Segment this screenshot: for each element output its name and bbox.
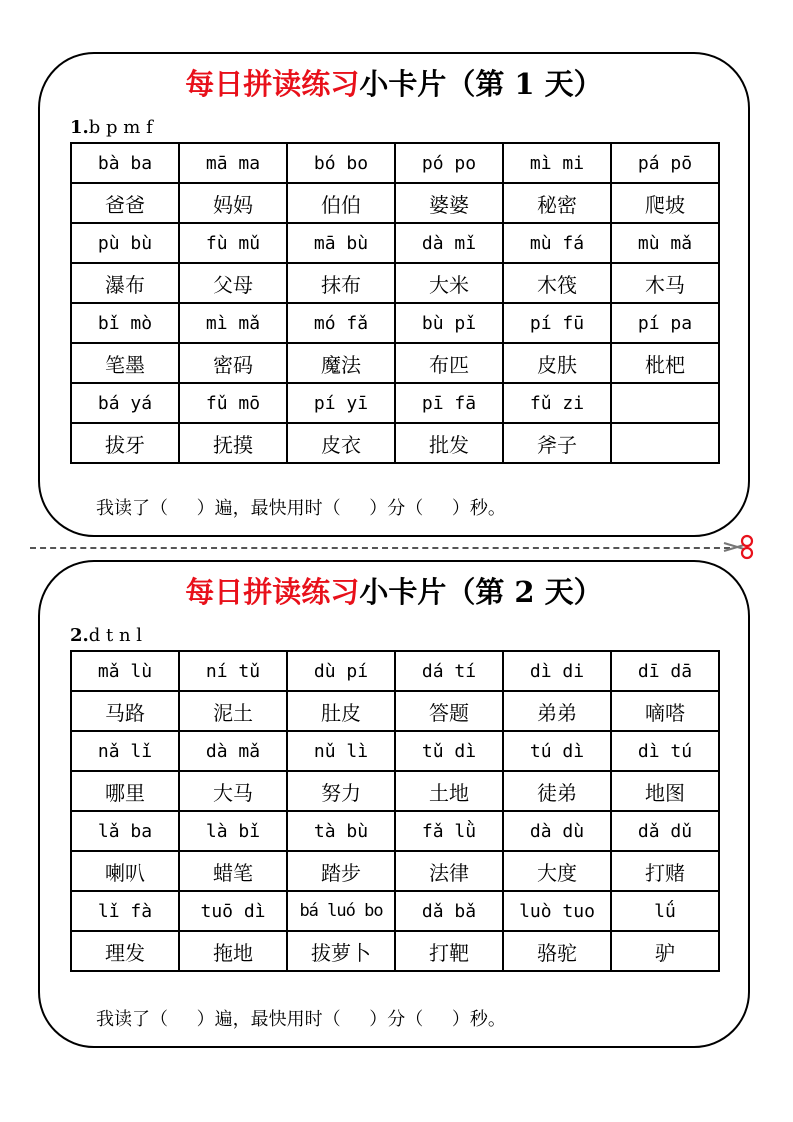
pinyin-cell: dù pí <box>287 651 395 691</box>
pinyin-cell: dì tú <box>611 731 719 771</box>
pinyin-row <box>71 143 719 183</box>
pinyin-cell: fù mǔ <box>179 223 287 263</box>
hanzi-cell: 皮衣 <box>287 423 395 463</box>
hanzi-cell: 布匹 <box>395 343 503 383</box>
pinyin-cell: lǎ ba <box>71 811 179 851</box>
hanzi-cell: 答题 <box>395 691 503 731</box>
pinyin-cell: pó po <box>395 143 503 183</box>
hanzi-cell: 抚摸 <box>179 423 287 463</box>
hanzi-cell: 打靶 <box>395 931 503 971</box>
hanzi-cell: 驴 <box>611 931 719 971</box>
pinyin-cell: mǎ lù <box>71 651 179 691</box>
pinyin-cell: mù fá <box>503 223 611 263</box>
hanzi-cell: 枇杷 <box>611 343 719 383</box>
hanzi-cell: 法律 <box>395 851 503 891</box>
hanzi-cell: 泥土 <box>179 691 287 731</box>
hanzi-cell: 大米 <box>395 263 503 303</box>
practice-card-day-1 <box>38 52 750 537</box>
card-title <box>40 572 748 612</box>
hanzi-cell: 斧子 <box>503 423 611 463</box>
hanzi-cell: 爸爸 <box>71 183 179 223</box>
pinyin-cell: mā ma <box>179 143 287 183</box>
hanzi-cell: 拔牙 <box>71 423 179 463</box>
hanzi-cell: 肚皮 <box>287 691 395 731</box>
section-heading <box>70 117 153 139</box>
pinyin-row <box>71 891 719 931</box>
word-grid <box>70 142 720 464</box>
pinyin-cell: bá luó bo <box>287 891 395 931</box>
hanzi-row <box>71 931 719 971</box>
hanzi-row <box>71 851 719 891</box>
hanzi-row <box>71 691 719 731</box>
pinyin-cell: mù mǎ <box>611 223 719 263</box>
pinyin-cell: mā bù <box>287 223 395 263</box>
hanzi-row <box>71 771 719 811</box>
reading-record-line: 我读了（ ）遍，最快用时（ ）分（ ）秒。 <box>96 498 506 519</box>
pinyin-cell: pí fū <box>503 303 611 343</box>
hanzi-cell: 喇叭 <box>71 851 179 891</box>
pinyin-cell: pí yī <box>287 383 395 423</box>
pinyin-cell: pí pa <box>611 303 719 343</box>
pinyin-cell: mó fǎ <box>287 303 395 343</box>
pinyin-cell: tuō dì <box>179 891 287 931</box>
practice-card-day-2 <box>38 560 750 1048</box>
pinyin-cell: là bǐ <box>179 811 287 851</box>
pinyin-cell: lǘ <box>611 891 719 931</box>
hanzi-cell: 哪里 <box>71 771 179 811</box>
section-letters: d t n l <box>88 625 143 646</box>
pinyin-row <box>71 303 719 343</box>
hanzi-cell: 笔墨 <box>71 343 179 383</box>
card-title-red: 每日拼读练习 <box>185 67 360 101</box>
hanzi-cell: 弟弟 <box>503 691 611 731</box>
pinyin-cell: bǐ mò <box>71 303 179 343</box>
hanzi-cell: 大马 <box>179 771 287 811</box>
card-title <box>40 64 748 104</box>
pinyin-cell: fǔ zi <box>503 383 611 423</box>
pinyin-row <box>71 383 719 423</box>
hanzi-cell: 父母 <box>179 263 287 303</box>
pinyin-row <box>71 223 719 263</box>
hanzi-cell: 徒弟 <box>503 771 611 811</box>
hanzi-cell: 理发 <box>71 931 179 971</box>
pinyin-cell: dī dā <box>611 651 719 691</box>
pinyin-cell: bù pǐ <box>395 303 503 343</box>
pinyin-cell: luò tuo <box>503 891 611 931</box>
pinyin-cell: tú dì <box>503 731 611 771</box>
pinyin-cell: fǔ mō <box>179 383 287 423</box>
pinyin-cell: dà dù <box>503 811 611 851</box>
cut-line <box>30 547 730 549</box>
pinyin-cell: ní tǔ <box>179 651 287 691</box>
hanzi-cell: 木筏 <box>503 263 611 303</box>
hanzi-row <box>71 183 719 223</box>
reading-record-line: 我读了（ ）遍，最快用时（ ）分（ ）秒。 <box>96 1009 506 1030</box>
hanzi-cell <box>611 423 719 463</box>
section-heading <box>70 625 142 647</box>
pinyin-cell: pī fā <box>395 383 503 423</box>
hanzi-cell: 抹布 <box>287 263 395 303</box>
hanzi-cell: 骆驼 <box>503 931 611 971</box>
hanzi-cell: 打赌 <box>611 851 719 891</box>
hanzi-cell: 魔法 <box>287 343 395 383</box>
hanzi-cell: 地图 <box>611 771 719 811</box>
pinyin-cell: dá tí <box>395 651 503 691</box>
hanzi-cell: 踏步 <box>287 851 395 891</box>
pinyin-cell: dǎ bǎ <box>395 891 503 931</box>
hanzi-cell: 秘密 <box>503 183 611 223</box>
hanzi-cell: 马路 <box>71 691 179 731</box>
hanzi-cell: 木马 <box>611 263 719 303</box>
hanzi-cell: 批发 <box>395 423 503 463</box>
card-title-red: 每日拼读练习 <box>185 575 360 609</box>
pinyin-cell: bá yá <box>71 383 179 423</box>
pinyin-cell: nǎ lǐ <box>71 731 179 771</box>
hanzi-cell: 大度 <box>503 851 611 891</box>
pinyin-cell: mì mi <box>503 143 611 183</box>
pinyin-cell: dà mǐ <box>395 223 503 263</box>
hanzi-cell: 婆婆 <box>395 183 503 223</box>
pinyin-cell: bà ba <box>71 143 179 183</box>
pinyin-cell: bó bo <box>287 143 395 183</box>
hanzi-row <box>71 343 719 383</box>
scissors-icon <box>722 533 756 561</box>
pinyin-cell: dì di <box>503 651 611 691</box>
pinyin-cell: tǔ dì <box>395 731 503 771</box>
pinyin-cell: mì mǎ <box>179 303 287 343</box>
hanzi-cell: 拖地 <box>179 931 287 971</box>
hanzi-cell: 皮肤 <box>503 343 611 383</box>
card-title-black: 小卡片（第 1 天） <box>359 67 603 101</box>
pinyin-cell: tà bù <box>287 811 395 851</box>
pinyin-cell: dà mǎ <box>179 731 287 771</box>
card-title-black: 小卡片（第 2 天） <box>359 575 603 609</box>
pinyin-row <box>71 731 719 771</box>
pinyin-cell <box>611 383 719 423</box>
pinyin-cell: pù bù <box>71 223 179 263</box>
section-number: 2. <box>70 625 89 646</box>
hanzi-cell: 土地 <box>395 771 503 811</box>
section-letters: b p m f <box>88 117 153 138</box>
section-number: 1. <box>70 117 89 138</box>
hanzi-cell: 伯伯 <box>287 183 395 223</box>
pinyin-row <box>71 651 719 691</box>
hanzi-cell: 瀑布 <box>71 263 179 303</box>
hanzi-row <box>71 263 719 303</box>
hanzi-row <box>71 423 719 463</box>
pinyin-cell: pá pō <box>611 143 719 183</box>
hanzi-cell: 妈妈 <box>179 183 287 223</box>
word-grid <box>70 650 720 972</box>
hanzi-cell: 蜡笔 <box>179 851 287 891</box>
pinyin-cell: dǎ dǔ <box>611 811 719 851</box>
hanzi-cell: 嘀嗒 <box>611 691 719 731</box>
hanzi-cell: 密码 <box>179 343 287 383</box>
hanzi-cell: 爬坡 <box>611 183 719 223</box>
hanzi-cell: 拔萝卜 <box>287 931 395 971</box>
pinyin-cell: nǔ lì <box>287 731 395 771</box>
hanzi-cell: 努力 <box>287 771 395 811</box>
pinyin-row <box>71 811 719 851</box>
pinyin-cell: fǎ lǜ <box>395 811 503 851</box>
pinyin-cell: lǐ fà <box>71 891 179 931</box>
